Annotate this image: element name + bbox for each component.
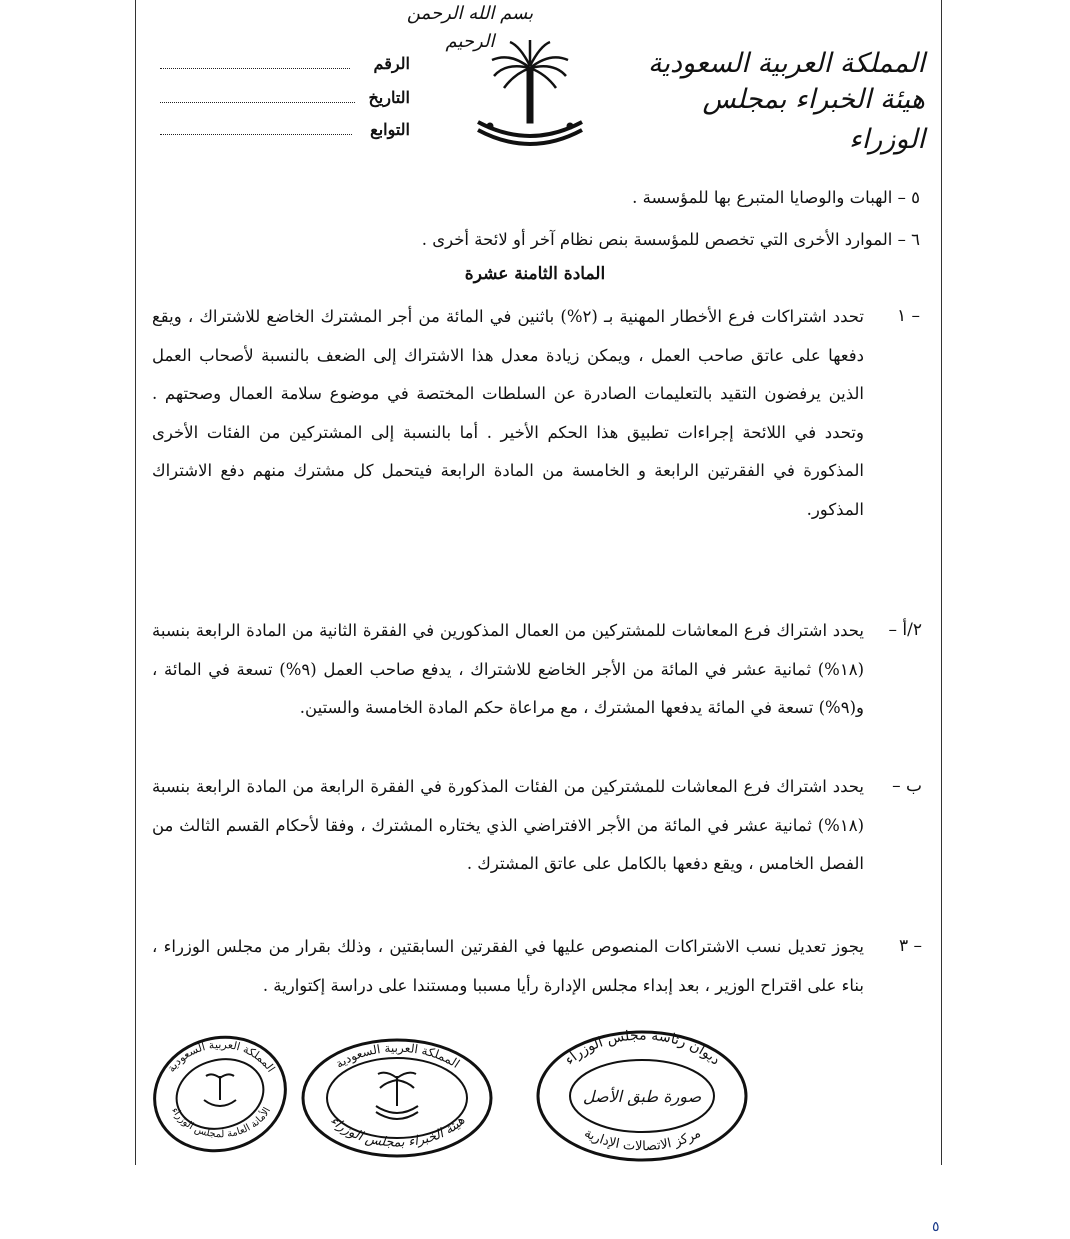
paragraph-2a-number: ٢/أ –: [888, 620, 922, 640]
seal-1-top-text: ديوان رئاسة مجلس الوزراء: [561, 1028, 724, 1069]
ref-number-field: [150, 50, 410, 78]
paragraph-3-number: ٣ –: [898, 936, 922, 956]
paragraph-1-number: ١ –: [896, 306, 920, 326]
svg-text:المملكة العربية السعودية: [165, 1038, 278, 1075]
svg-text:مركز الاتصالات الإدارية: [582, 1126, 704, 1154]
svg-text:ديوان رئاسة مجلس الوزراء: [562, 1028, 723, 1068]
paragraph-2b-text: يحدد اشتراك فرع المعاشات للمشتركين من الفئات المذكورة في الفقرة الرابعة من المادة الرابعة بنسبة (١٨%) ثمانية عشر في المائة من الأجر الافتراضي الذي يختاره المشترك ، وفقا لأحكام القسم الثالث من الفصل الخامس ، ويقع دفعها بالكامل على عاتق المشترك .: [152, 777, 864, 873]
seal-2-bottom-text: هيئة الخبراء بمجلس الوزراء: [326, 1113, 469, 1151]
seal-diwan-stamp: [535, 1028, 750, 1163]
org-name-line2: هيئة الخبراء بمجلس الوزراء: [702, 84, 925, 155]
page-number: ٥: [932, 1219, 940, 1235]
paragraph-1-text: تحدد اشتراكات فرع الأخطار المهنية بـ (٢%) باثنين في المائة من أجر المشترك الخاضع للاشتراك ، ويقع دفعها على عاتق صاحب العمل ، ويمكن زيادة معدل هذا الاشتراك إلى الضعف بالنسبة لأصحاب العمل الذين يرفضون التقيد بالتعليمات الصادرة عن السلطات المختصة في موضوع سلامة العمال وصحتهم . وتحدد في اللائحة إجراءات تطبيق هذا الحكم الأخير . أما بالنسبة إلى المشتركين من الفئات الأخرى المذكورة في الفقرتين الرابعة و الخامسة من المادة الرابعة فيتحمل كل مشترك منهم دفع الاشتراك المذكور.: [152, 307, 864, 519]
seal-general-secretariat: [150, 1034, 290, 1154]
saudi-emblem-icon: [470, 38, 590, 158]
seal-3-bottom-text: الأمانة العامة لمجلس الوزراء: [168, 1105, 274, 1141]
left-border-line: [135, 0, 136, 1165]
article-heading: المادة الثامنة عشرة: [464, 264, 606, 284]
attachments-label: التوابع: [370, 120, 410, 139]
paragraph-3-text: يجوز تعديل نسب الاشتراكات المنصوص عليها في الفقرتين السابقتين ، وذلك بقرار من مجلس الوزراء ، بناء على اقتراح الوزير ، بعد إبداء مجلس الإدارة رأيا مسببا ومستندا على دراسة إكتوارية .: [152, 937, 864, 995]
basmala: بسم الله الرحمن الرحيم: [406, 3, 534, 52]
date-field: [150, 84, 410, 112]
seal-experts-commission: [300, 1036, 495, 1161]
seal-1-center-text: صورة طبق الأصل: [582, 1087, 702, 1106]
org-name-line1: المملكة العربية السعودية: [647, 48, 925, 79]
seal-3-top-text: المملكة العربية السعودية: [164, 1037, 278, 1075]
date-label: التاريخ: [368, 88, 410, 107]
svg-text:الأمانة العامة لمجلس الوزراء: [169, 1106, 273, 1141]
attachments-field: [150, 116, 410, 144]
paragraph-2b-number: ب –: [892, 776, 922, 796]
item-5: ٥ – الهبات والوصايا المتبرع بها للمؤسسة .: [632, 188, 920, 207]
seal-1-bottom-text: مركز الاتصالات الإدارية: [581, 1125, 704, 1155]
ref-number-line: [160, 68, 350, 69]
ref-number-label: الرقم: [373, 54, 410, 73]
paragraph-2a-text: يحدد اشتراك فرع المعاشات للمشتركين من العمال المذكورين في الفقرة الثانية من المادة الرابعة بنسبة (١٨%) ثمانية عشر في المائة من الأجر الخاضع للاشتراك ، يدفع صاحب العمل (٩%) تسعة في المائة ، و(٩%) تسعة في المائة يدفعها المشترك ، مع مراعاة حكم المادة الخامسة والستين.: [152, 621, 865, 717]
item-6: ٦ – الموارد الأخرى التي تخصص للمؤسسة بنص نظام آخر أو لائحة أخرى .: [421, 230, 920, 249]
date-line: [160, 102, 355, 103]
seal-2-top-text: المملكة العربية السعودية: [333, 1040, 463, 1071]
right-border-line: [941, 0, 942, 1165]
attachments-line: [160, 134, 352, 135]
